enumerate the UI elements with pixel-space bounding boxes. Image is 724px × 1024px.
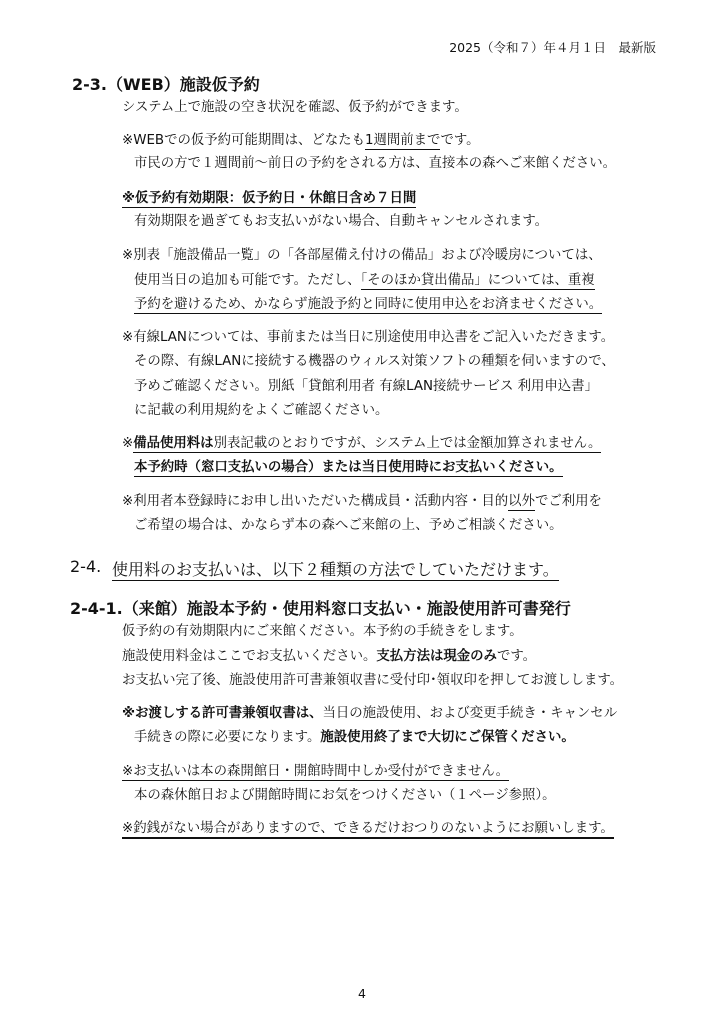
sec23-note3-line3 [134,296,602,314]
section-2-3-title: 2-3.（WEB）施設仮予約 [72,75,260,94]
note-double-underlined: ※釣銭がない場合がありますので、できるだけおつりのないようにお願いします。 [122,821,614,839]
document-date: 2025（令和７）年４月１日 最新版 [449,40,656,55]
note-bold: 施設使用終了まで大切にご保管ください。 [320,730,575,745]
sec23-note4-line1: ※有線LANについては、事前または当日に別途使用申込書をご記入いただきます。 [122,330,615,345]
note-text: ※利用者本登録時にお申し出いただいた構成員・活動内容・目的 [122,494,509,509]
sec23-note2-line1 [122,190,416,208]
line-text: 施設使用料金はここでお支払いください。 [122,649,377,664]
sec23-note4-line4: に記載の利用規約をよくご確認ください。 [134,403,389,418]
section-2-4-1-title: 2-4-1.（来館）施設本予約・使用料窓口支払い・施設使用許可書発行 [70,599,571,618]
note-bold-underlined: ※仮予約有効期限：仮予約日・休館日含め７日間 [122,191,417,206]
sec241-line2 [122,648,536,666]
sec241-note2-line1 [122,763,509,781]
note-underlined: 予約を避けるため、かならず施設予約と同時に使用申込をお済ませください。 [134,297,603,312]
sec241-note1-line2 [134,729,575,747]
sec23-note4-line2: その際、有線LANに接続する機器のウィルス対策ソフトの種類を伺いますので、 [134,354,615,369]
note-text: です。 [440,133,480,148]
note-text: ※WEBでの仮予約可能期間は、どなたも [122,133,365,148]
note-text: 手続きの際に必要になります。 [134,730,321,745]
note-text: 別表記載のとおりですが、システム上では金額加算されません。 [213,436,602,451]
sec241-note1-line1 [122,705,617,723]
sec23-note1-line1 [122,132,480,150]
sec241-line1: 仮予約の有効期限内にご来館ください。本予約の手続きをします。 [122,624,523,639]
note-text: 当日の施設使用、および変更手続き・キャンセル [322,706,618,721]
note-underlined: 「そのほか貸出備品」については、重複 [360,273,595,288]
note-text: 使用当日の追加も可能です。ただし、 [134,273,361,288]
line-text: です。 [496,649,537,664]
line-bold: 支払方法は現金のみ [376,649,497,664]
note-underlined: 1週間前まで [364,133,441,148]
section-2-4-title-text: 使用料のお支払いは、以下２種類の方法でしていただけます。 [112,560,559,579]
sec241-line3: お支払い完了後、施設使用許可書兼領収書に受付印･領収印を押してお渡しします。 [122,673,624,688]
page-number: 4 [358,986,366,1001]
sec23-note3-line1: ※別表「施設備品一覧」の「各部屋備え付けの備品」および冷暖房については、 [122,248,602,263]
sec23-note5-line2 [134,459,563,477]
sec23-note6-line1 [122,493,602,511]
sec23-intro: システム上で施設の空き状況を確認、仮予約ができます。 [122,100,468,115]
sec23-note1-line2: 市民の方で１週間前～前日の予約をされる方は、直接本の森へご来館ください。 [134,156,617,171]
sec23-note2-line2: 有効期限を過ぎてもお支払いがない場合、自動キャンセルされます。 [134,214,549,229]
note-mark: ※ [122,436,134,451]
note-bold: ※お渡しする許可書兼領収書は、 [122,706,323,721]
sec23-note6-line2: ご希望の場合は、かならず本の森へご来館の上、予めご相談ください。 [134,518,563,533]
sec241-note3-line1 [122,820,614,838]
note-bold-underlined: 本予約時（窓口支払いの場合）または当日使用時にお支払いください。 [134,460,563,475]
note-underlined: 以外 [508,494,535,509]
note-underlined: ※お支払いは本の森開館日・開館時間中しか受付ができません。 [122,764,509,779]
section-2-4-title [112,557,559,580]
sec23-note4-line3: 予めご確認ください。別紙「貸館利用者 有線LAN接続サービス 利用申込書」 [134,379,598,394]
sec241-note2-line2: 本の森休館日および開館時間にお気をつけください（１ページ参照）。 [134,788,556,803]
note-bold: 備品使用料は [133,436,214,451]
sec23-note3-line2 [134,272,595,290]
note-text: でご利用を [534,494,602,509]
sec23-note5-line1 [122,435,601,453]
section-2-4-number: 2-4. [70,557,102,576]
